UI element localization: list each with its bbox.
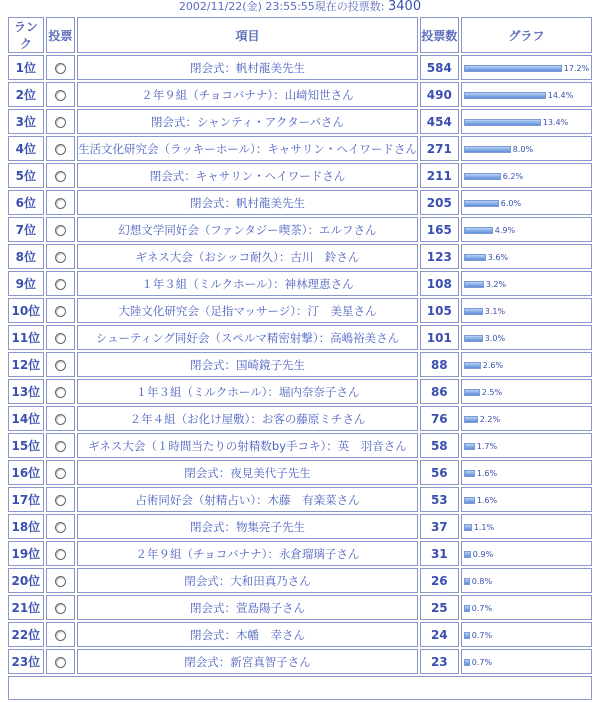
percent-label: 1.7% (476, 441, 498, 451)
vote-cell (46, 109, 75, 134)
vote-radio[interactable] (55, 522, 66, 533)
rank-cell: 9位 (8, 271, 44, 296)
percent-label: 3.6% (487, 252, 509, 262)
vote-cell (46, 541, 75, 566)
vote-radio[interactable] (55, 630, 66, 641)
table-row (8, 217, 592, 242)
rank-cell: 20位 (8, 568, 44, 593)
item-cell: ２年４組（お化け屋敷）：お客の藤原ミチさん (77, 406, 418, 431)
rank-cell: 4位 (8, 136, 44, 161)
rank-cell: 5位 (8, 163, 44, 188)
vote-radio[interactable] (55, 225, 66, 236)
vote-radio[interactable] (55, 144, 66, 155)
vote-bar (464, 65, 562, 72)
table-row (8, 568, 592, 593)
item-cell: 生活文化研究会（ラッキーホール）：キャサリン・ヘイワードさん (77, 136, 418, 161)
vote-bar (464, 200, 499, 207)
graph-cell (461, 163, 592, 188)
graph-cell (461, 622, 592, 647)
item-cell: 閉会式：国崎鏡子先生 (77, 352, 418, 377)
vote-cell (46, 298, 75, 323)
count-cell: 23 (420, 649, 459, 674)
vote-bar (464, 254, 486, 261)
count-cell: 105 (420, 298, 459, 323)
count-cell: 37 (420, 514, 459, 539)
graph-cell (461, 568, 592, 593)
count-cell: 165 (420, 217, 459, 242)
percent-label: 1.1% (473, 522, 495, 532)
rank-cell: 6位 (8, 190, 44, 215)
table-row (8, 541, 592, 566)
table-row (8, 352, 592, 377)
graph-cell (461, 298, 592, 323)
vote-cell (46, 622, 75, 647)
vote-radio[interactable] (55, 279, 66, 290)
count-cell: 25 (420, 595, 459, 620)
column-count: 投票数 (420, 17, 459, 53)
percent-label: 0.7% (471, 630, 493, 640)
vote-cell (46, 352, 75, 377)
vote-radio[interactable] (55, 387, 66, 398)
rank-cell: 8位 (8, 244, 44, 269)
vote-cell (46, 595, 75, 620)
percent-label: 3.2% (485, 279, 507, 289)
vote-bar (464, 659, 470, 666)
vote-bar (464, 416, 478, 423)
count-cell: 108 (420, 271, 459, 296)
vote-cell (46, 487, 75, 512)
rank-cell: 15位 (8, 433, 44, 458)
graph-cell (461, 271, 592, 296)
item-cell: ２年９組（チョコバナナ）：永倉瑠璃子さん (77, 541, 418, 566)
table-row (8, 271, 592, 296)
vote-cell (46, 406, 75, 431)
rank-cell: 3位 (8, 109, 44, 134)
table-row (8, 190, 592, 215)
rank-cell: 14位 (8, 406, 44, 431)
percent-label: 2.5% (481, 387, 503, 397)
percent-label: 0.7% (471, 657, 493, 667)
vote-cell (46, 163, 75, 188)
vote-bar (464, 443, 475, 450)
table-row (8, 82, 592, 107)
percent-label: 6.2% (502, 171, 524, 181)
count-cell: 58 (420, 433, 459, 458)
graph-cell (461, 55, 592, 80)
footer-cell (8, 676, 592, 700)
count-cell: 123 (420, 244, 459, 269)
column-graph: グラフ (461, 17, 592, 53)
vote-bar (464, 578, 470, 585)
table-row (8, 298, 592, 323)
table-row (8, 379, 592, 404)
vote-datetime: 2002/11/22(金) 23:55:55現在の投票数: (178, 0, 385, 13)
count-cell: 86 (420, 379, 459, 404)
vote-cell (46, 325, 75, 350)
column-vote: 投票 (46, 17, 75, 53)
graph-cell (461, 352, 592, 377)
rank-cell: 2位 (8, 82, 44, 107)
vote-status-header (0, 0, 600, 14)
item-cell: 閉会式：帆村龍美先生 (77, 190, 418, 215)
graph-cell (461, 379, 592, 404)
count-cell: 205 (420, 190, 459, 215)
vote-cell (46, 379, 75, 404)
percent-label: 13.4% (542, 117, 569, 127)
rank-cell: 17位 (8, 487, 44, 512)
percent-label: 1.6% (476, 495, 498, 505)
count-cell: 24 (420, 622, 459, 647)
graph-cell (461, 325, 592, 350)
vote-bar (464, 173, 501, 180)
item-cell: ギネス大会（１時間当たりの射精数by手コキ）：英 羽音さん (77, 433, 418, 458)
graph-cell (461, 244, 592, 269)
item-cell: 閉会式：キャサリン・ヘイワードさん (77, 163, 418, 188)
vote-radio[interactable] (55, 468, 66, 479)
vote-cell (46, 55, 75, 80)
vote-bar (464, 632, 470, 639)
vote-bar (464, 605, 470, 612)
vote-bar (464, 497, 475, 504)
ranking-rows (8, 55, 592, 674)
percent-label: 6.0% (500, 198, 522, 208)
vote-radio[interactable] (55, 495, 66, 506)
percent-label: 3.1% (484, 306, 506, 316)
count-cell: 454 (420, 109, 459, 134)
item-cell: ギネス大会（おシッコ耐久）：古川 鈴さん (77, 244, 418, 269)
count-cell: 490 (420, 82, 459, 107)
vote-bar (464, 227, 493, 234)
item-cell: 閉会式：シャンティ・アクターバさん (77, 109, 418, 134)
vote-bar (464, 92, 546, 99)
vote-bar (464, 146, 511, 153)
count-cell: 271 (420, 136, 459, 161)
vote-total: 3400 (388, 0, 422, 14)
table-row (8, 136, 592, 161)
vote-radio[interactable] (55, 414, 66, 425)
vote-bar (464, 524, 472, 531)
graph-cell (461, 649, 592, 674)
graph-cell (461, 109, 592, 134)
graph-cell (461, 217, 592, 242)
percent-label: 2.6% (482, 360, 504, 370)
vote-radio[interactable] (55, 441, 66, 452)
vote-cell (46, 460, 75, 485)
rank-cell: 16位 (8, 460, 44, 485)
vote-bar (464, 281, 484, 288)
percent-label: 3.0% (484, 333, 506, 343)
graph-cell (461, 514, 592, 539)
item-cell: 大陸文化研究会（足指マッサージ）：汀 美星さん (77, 298, 418, 323)
graph-cell (461, 541, 592, 566)
vote-radio[interactable] (55, 333, 66, 344)
vote-cell (46, 433, 75, 458)
count-cell: 211 (420, 163, 459, 188)
vote-cell (46, 568, 75, 593)
item-cell: シューティング同好会（スペルマ精密射撃）：高嶋裕美さん (77, 325, 418, 350)
vote-bar (464, 335, 483, 342)
vote-radio[interactable] (55, 657, 66, 668)
vote-bar (464, 308, 483, 315)
vote-radio[interactable] (55, 171, 66, 182)
count-cell: 53 (420, 487, 459, 512)
vote-radio[interactable] (55, 576, 66, 587)
rank-cell: 12位 (8, 352, 44, 377)
count-cell: 56 (420, 460, 459, 485)
table-row (8, 244, 592, 269)
vote-cell (46, 82, 75, 107)
percent-label: 0.7% (471, 603, 493, 613)
rank-cell: 11位 (8, 325, 44, 350)
percent-label: 14.4% (547, 90, 574, 100)
table-row (8, 595, 592, 620)
count-cell: 101 (420, 325, 459, 350)
table-row (8, 55, 592, 80)
vote-cell (46, 271, 75, 296)
vote-radio[interactable] (55, 198, 66, 209)
vote-cell (46, 649, 75, 674)
count-cell: 31 (420, 541, 459, 566)
vote-cell (46, 514, 75, 539)
graph-cell (461, 595, 592, 620)
vote-cell (46, 136, 75, 161)
table-row (8, 460, 592, 485)
item-cell: 閉会式：帆村龍美先生 (77, 55, 418, 80)
table-header-row (8, 17, 592, 53)
graph-cell (461, 190, 592, 215)
vote-bar (464, 119, 541, 126)
percent-label: 4.9% (494, 225, 516, 235)
vote-bar (464, 470, 475, 477)
rank-cell: 23位 (8, 649, 44, 674)
count-cell: 76 (420, 406, 459, 431)
vote-radio[interactable] (55, 603, 66, 614)
table-row (8, 163, 592, 188)
table-row (8, 622, 592, 647)
table-footer-row (8, 676, 592, 700)
table-row (8, 433, 592, 458)
percent-label: 0.9% (472, 549, 494, 559)
vote-cell (46, 244, 75, 269)
vote-cell (46, 190, 75, 215)
percent-label: 17.2% (563, 63, 590, 73)
table-row (8, 487, 592, 512)
table-row (8, 514, 592, 539)
graph-cell (461, 460, 592, 485)
vote-radio[interactable] (55, 549, 66, 560)
rank-cell: 7位 (8, 217, 44, 242)
vote-cell (46, 217, 75, 242)
rank-cell: 21位 (8, 595, 44, 620)
item-cell: 閉会式：物集亮子先生 (77, 514, 418, 539)
graph-cell (461, 406, 592, 431)
table-row (8, 109, 592, 134)
rank-cell: 10位 (8, 298, 44, 323)
table-row (8, 325, 592, 350)
graph-cell (461, 487, 592, 512)
vote-radio[interactable] (55, 306, 66, 317)
vote-bar (464, 362, 481, 369)
item-cell: 閉会式：夜見美代子先生 (77, 460, 418, 485)
item-cell: 閉会式：新宮真智子さん (77, 649, 418, 674)
item-cell: 占術同好会（射精占い）：木藤 有楽菜さん (77, 487, 418, 512)
vote-radio[interactable] (55, 252, 66, 263)
item-cell: 閉会式：萱島陽子さん (77, 595, 418, 620)
rank-cell: 22位 (8, 622, 44, 647)
count-cell: 584 (420, 55, 459, 80)
item-cell: 幻想文学同好会（ファンタジー喫茶）：エルフさん (77, 217, 418, 242)
graph-cell (461, 82, 592, 107)
rank-cell: 1位 (8, 55, 44, 80)
count-cell: 88 (420, 352, 459, 377)
rank-cell: 19位 (8, 541, 44, 566)
vote-radio[interactable] (55, 360, 66, 371)
vote-radio[interactable] (55, 63, 66, 74)
item-cell: １年３組（ミルクホール）：神林理恵さん (77, 271, 418, 296)
column-item: 項目 (77, 17, 418, 53)
item-cell: 閉会式：大和田真乃さん (77, 568, 418, 593)
percent-label: 2.2% (479, 414, 501, 424)
vote-bar (464, 551, 471, 558)
column-rank: ランク (8, 17, 44, 53)
percent-label: 0.8% (471, 576, 493, 586)
rank-cell: 18位 (8, 514, 44, 539)
item-cell: １年３組（ミルクホール）：堀内奈奈子さん (77, 379, 418, 404)
vote-radio[interactable] (55, 90, 66, 101)
percent-label: 1.6% (476, 468, 498, 478)
count-cell: 26 (420, 568, 459, 593)
table-row (8, 406, 592, 431)
ranking-table (6, 15, 594, 702)
item-cell: ２年９組（チョコバナナ）：山﨑知世さん (77, 82, 418, 107)
graph-cell (461, 433, 592, 458)
vote-bar (464, 389, 480, 396)
rank-cell: 13位 (8, 379, 44, 404)
table-row (8, 649, 592, 674)
vote-radio[interactable] (55, 117, 66, 128)
graph-cell (461, 136, 592, 161)
item-cell: 閉会式：木幡 幸さん (77, 622, 418, 647)
percent-label: 8.0% (512, 144, 534, 154)
